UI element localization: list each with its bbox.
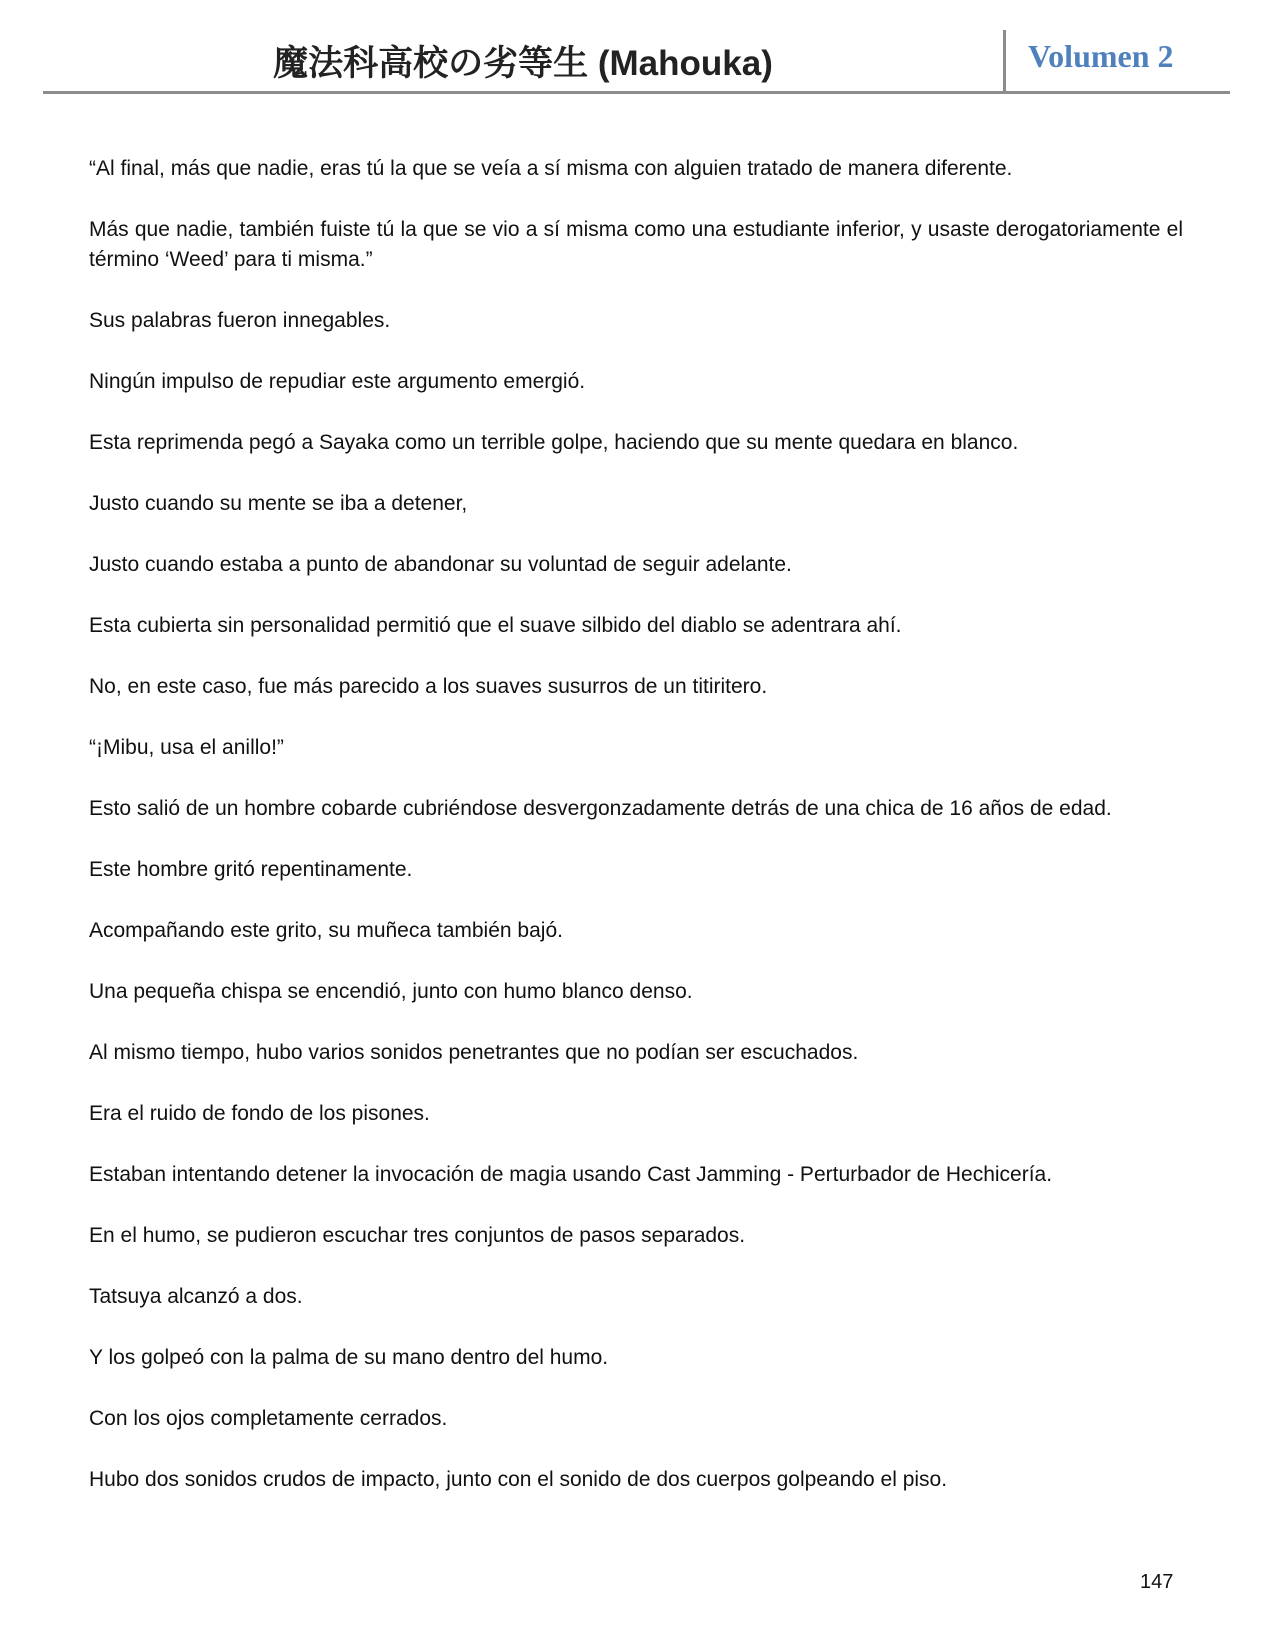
- paragraph: No, en este caso, fue más parecido a los suaves susurros de un titiritero.: [89, 675, 768, 698]
- paragraph: Era el ruido de fondo de los pisones.: [89, 1102, 430, 1125]
- paragraph: Ningún impulso de repudiar este argumento emergió.: [89, 370, 586, 393]
- paragraph: Hubo dos sonidos crudos de impacto, junto con el sonido de dos cuerpos golpeando el piso.: [89, 1468, 948, 1491]
- paragraph: “¡Mibu, usa el anillo!”: [89, 736, 284, 759]
- paragraph: Sus palabras fueron innegables.: [89, 309, 391, 332]
- paragraph: Tatsuya alcanzó a dos.: [89, 1285, 303, 1308]
- paragraph: Una pequeña chispa se encendió, junto con humo blanco denso.: [89, 980, 693, 1003]
- header-title: 魔法科高校の劣等生 (Mahouka): [273, 44, 773, 83]
- body-text: [89, 154, 1183, 1526]
- header-volume: Volumen 2: [1028, 38, 1174, 74]
- header-divider: [1003, 30, 1006, 92]
- paragraph: Estaban intentando detener la invocación de magia usando Cast Jamming - Perturbador de Hechicería.: [89, 1163, 1053, 1186]
- paragraph: Justo cuando estaba a punto de abandonar su voluntad de seguir adelante.: [89, 553, 792, 576]
- paragraph: Al mismo tiempo, hubo varios sonidos penetrantes que no podían ser escuchados.: [89, 1041, 859, 1064]
- paragraph: Justo cuando su mente se iba a detener,: [89, 492, 468, 515]
- paragraph: En el humo, se pudieron escuchar tres conjuntos de pasos separados.: [89, 1224, 746, 1247]
- paragraph: Más que nadie, también fuiste tú la que se vio a sí misma como una estudiante inferior, y usaste derogatoriamente el término ‘Weed’ para ti misma.”: [89, 218, 1183, 271]
- paragraph: Esto salió de un hombre cobarde cubriéndose desvergonzadamente detrás de una chica de 16 años de edad.: [89, 797, 1112, 820]
- page-header: [43, 28, 1230, 94]
- paragraph: “Al final, más que nadie, eras tú la que se veía a sí misma con alguien tratado de manera diferente.: [89, 157, 1013, 180]
- paragraph: Y los golpeó con la palma de su mano dentro del humo.: [89, 1346, 609, 1369]
- page-number: 147: [1140, 1571, 1174, 1593]
- paragraph: Esta cubierta sin personalidad permitió que el suave silbido del diablo se adentrara ahí.: [89, 614, 902, 637]
- paragraph: Con los ojos completamente cerrados.: [89, 1407, 448, 1430]
- paragraph: Este hombre gritó repentinamente.: [89, 858, 413, 881]
- paragraph: Esta reprimenda pegó a Sayaka como un terrible golpe, haciendo que su mente quedara en blanco.: [89, 431, 1019, 454]
- paragraph: Acompañando este grito, su muñeca también bajó.: [89, 919, 563, 942]
